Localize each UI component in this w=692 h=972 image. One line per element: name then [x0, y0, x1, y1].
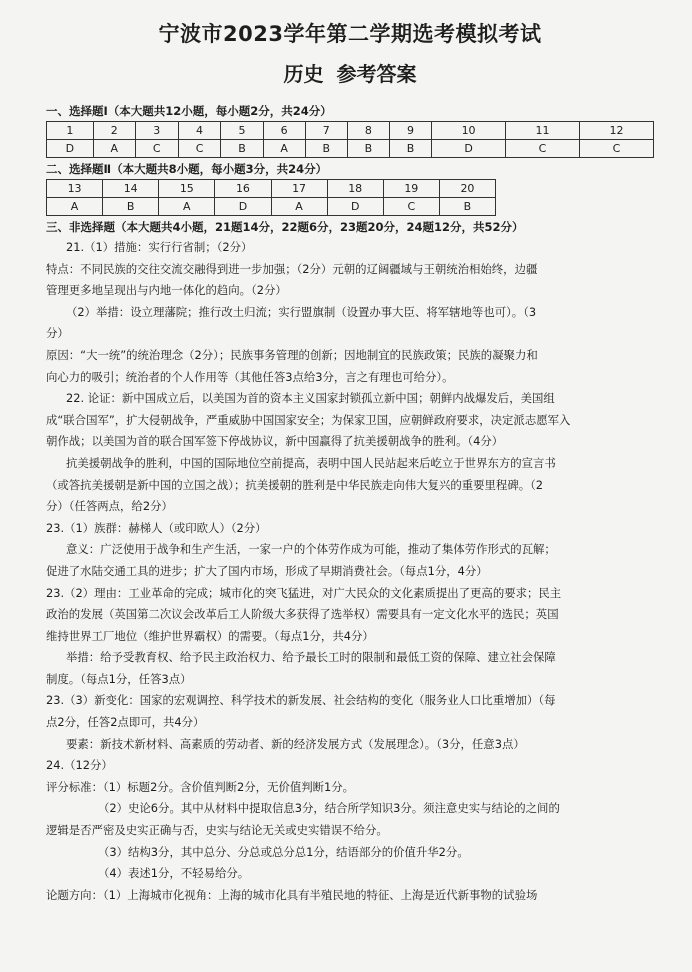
answer-line: 向心力的吸引；统治者的个人作用等（其他任答3点给3分，言之有理也可给分）。: [46, 369, 454, 384]
answer-line: 23.（3）新变化：国家的宏观调控、科学技术的新发展、社会结构的变化（服务业人口比重增加）（每: [46, 693, 556, 708]
answer-line: 点2分，任答2点即可，共4分）: [46, 715, 205, 730]
answer-cell: D: [215, 198, 271, 216]
answer-line: 评分标准：（1）标题2分。含价值判断2分，无价值判断1分。: [46, 779, 355, 794]
answer-line: 维持世界工厂地位（维护世界霸权）的需要。（每点1分，共4分）: [46, 628, 374, 643]
question-number: 15: [159, 180, 215, 198]
question-number: 6: [263, 122, 305, 140]
answer-cell: C: [580, 140, 654, 158]
answer-line: 成“联合国军”，扩大侵朝战争，严重威胁中国国家安全；为保家卫国，应朝鲜政府要求，决定派志愿军入: [46, 412, 571, 427]
answer-cell: B: [103, 198, 159, 216]
answer-line: 制度。（每点1分，任答3点）: [46, 671, 192, 686]
question-number: 12: [580, 122, 654, 140]
answer-cell: D: [432, 140, 506, 158]
answer-line: 意义：广泛使用于战争和生产生活，一家一户的个体劳作成为可能，推动了集体劳作形式的瓦解；: [66, 542, 556, 557]
answer-line: （或答抗美援朝是新中国的立国之战）；抗美援朝的胜利是中华民族走向伟大复兴的重要里程碑。（2: [46, 477, 544, 492]
answer-cell: B: [389, 140, 431, 158]
answer-line: （4）表述1分，不轻易给分。: [98, 866, 250, 881]
question-number: 20: [439, 180, 495, 198]
question-number: 2: [93, 122, 135, 140]
answer-cell: A: [263, 140, 305, 158]
answer-line: 23.（2）理由：工业革命的完成；城市化的突飞猛进，对广大民众的文化素质提出了更高的要求；民主: [46, 585, 562, 600]
question-number: 18: [327, 180, 383, 198]
answer-line: （3）结构3分，其中总分、分总或总分总1分，结语部分的价值升华2分。: [98, 844, 469, 859]
answer-line: 管理更多地呈现出与内地一体化的趋向。（2分）: [46, 283, 287, 298]
answer-cell: A: [271, 198, 327, 216]
answer-cell: A: [93, 140, 135, 158]
answer-line: 23.（1）族群：赫梯人（或印欧人）（2分）: [46, 520, 267, 535]
question-number: 11: [506, 122, 580, 140]
question-number: 13: [47, 180, 103, 198]
answer-cell: D: [47, 140, 94, 158]
answer-line: 朝作战；以美国为首的联合国军签下停战协议，新中国赢得了抗美援朝战争的胜利。（4分）: [46, 434, 504, 449]
answer-cell: B: [221, 140, 263, 158]
answer-line: （2）举措：设立理藩院；推行改土归流；实行盟旗制（设置办事大臣、将军辖地等也可）。（3: [66, 304, 537, 319]
answer-line: 要素：新技术新材料、高素质的劳动者、新的经济发展方式（发展理念）。（3分，任意3点）: [66, 736, 525, 751]
question-number: 17: [271, 180, 327, 198]
answer-cell: D: [327, 198, 383, 216]
question-number: 9: [389, 122, 431, 140]
question-number: 3: [135, 122, 178, 140]
question-number: 4: [178, 122, 221, 140]
answer-line: （2）史论6分。其中从材料中提取信息3分，结合所学知识3分。须注意史实与结论的之间的: [98, 801, 560, 816]
section2-answer-table: [46, 179, 496, 216]
question-number: 19: [383, 180, 439, 198]
section2-heading: 二、选择题Ⅱ（本大题共8小题，每小题3分，共24分）: [46, 162, 328, 176]
section1-answer-table: [46, 121, 654, 158]
answer-line: 举措：给予受教育权、给予民主政治权力、给予最长工时的限制和最低工资的保障、建立社会保障: [66, 650, 556, 665]
answer-cell: B: [439, 198, 495, 216]
question-number: 5: [221, 122, 263, 140]
answer-line: 抗美援朝战争的胜利，中国的国际地位空前提高，表明中国人民站起来后屹立于世界东方的宣言书: [66, 455, 556, 470]
answer-cell: C: [178, 140, 221, 158]
answer-cell: A: [47, 198, 103, 216]
section1-heading: 一、选择题Ⅰ（本大题共12小题，每小题2分，共24分）: [46, 104, 332, 118]
answer-line: 政治的发展（英国第二次议会改革后工人阶级大多获得了选举权）需要具有一定文化水平的选民；英国: [46, 607, 559, 622]
section3-heading: 三、非选择题（本大题共4小题，21题14分，22题6分，23题20分，24题12分，共52分）: [46, 220, 524, 234]
table-row-numbers: [47, 122, 654, 140]
answer-line: 24.（12分）: [46, 758, 113, 773]
table-row-answers: [47, 198, 496, 216]
answer-cell: B: [305, 140, 347, 158]
question-number: 8: [347, 122, 389, 140]
answer-line: 特点：不同民族的交往交流交融得到进一步加强；（2分）元朝的辽阔疆域与王朝统治相始终，边疆: [46, 261, 538, 276]
answer-line: 原因：“大一统”的统治理念（2分）；民族事务管理的创新；因地制宜的民族政策；民族的凝聚力和: [46, 347, 538, 362]
answer-line: 论题方向：（1）上海城市化视角：上海的城市化具有半殖民地的特征、上海是近代新事物的试验场: [46, 887, 538, 902]
question-number: 14: [103, 180, 159, 198]
question-number: 1: [47, 122, 94, 140]
question-number: 7: [305, 122, 347, 140]
table-row-answers: [47, 140, 654, 158]
question-number: 10: [432, 122, 506, 140]
question-number: 16: [215, 180, 271, 198]
answer-line: 分）（任答两点，给2分）: [46, 499, 173, 514]
answer-cell: C: [506, 140, 580, 158]
document-subtitle: 历史 参考答案: [283, 62, 417, 86]
answer-line: 22. 论证：新中国成立后，以美国为首的资本主义国家封锁孤立新中国；朝鲜内战爆发后，美国组: [66, 391, 555, 406]
answer-line: 逻辑是否严密及史实正确与否，史实与结论无关或史实错误不给分。: [46, 823, 388, 838]
document-title: 宁波市2023学年第二学期选考模拟考试: [158, 22, 542, 46]
answer-line: 促进了水陆交通工具的进步；扩大了国内市场，形成了早期消费社会。（每点1分，4分）: [46, 563, 488, 578]
answer-cell: B: [347, 140, 389, 158]
answer-line: 分）: [46, 326, 69, 341]
table-row-numbers: [47, 180, 496, 198]
answer-line: 21.（1）措施：实行行省制；（2分）: [66, 240, 253, 254]
answer-cell: A: [159, 198, 215, 216]
answer-cell: C: [135, 140, 178, 158]
answer-cell: C: [383, 198, 439, 216]
